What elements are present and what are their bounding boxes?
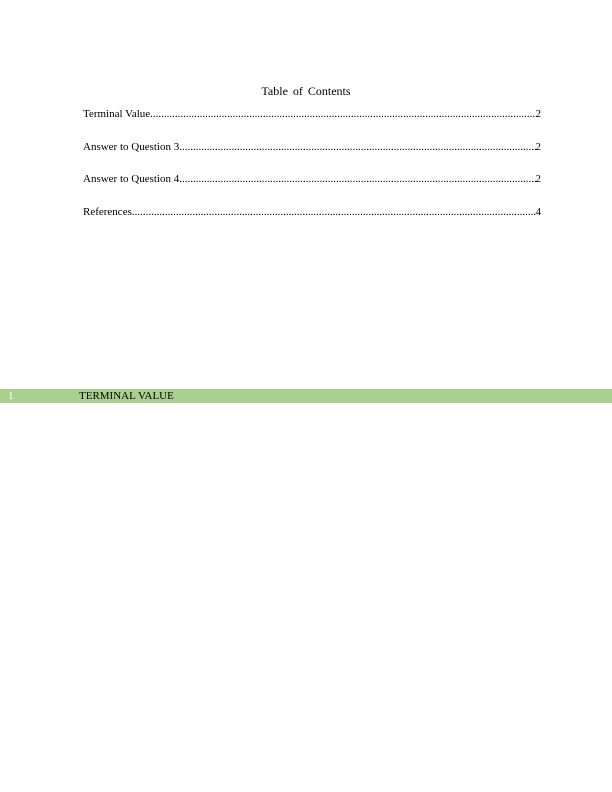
toc-title: Table of Contents: [261, 84, 351, 98]
toc-entry-page: 2: [535, 108, 541, 120]
toc-dot-leader: [132, 204, 536, 220]
toc-dot-leader: [179, 171, 535, 187]
toc-entry-label: Terminal Value: [83, 108, 151, 120]
toc-entry-answer-question-4[interactable]: [83, 171, 541, 187]
section-heading-number: 1: [8, 390, 14, 402]
toc-entry-label: References: [83, 205, 132, 218]
toc-dot-leader: [150, 106, 535, 122]
toc-entry-page: 4: [535, 205, 541, 218]
toc-entry-page: 2: [535, 173, 541, 185]
toc-entry-label: Answer to Question 4: [83, 173, 180, 185]
toc-entry-terminal-value[interactable]: [83, 106, 541, 122]
toc-entry-page: 2: [535, 140, 541, 153]
toc-list: [83, 106, 541, 236]
toc-dot-leader: [179, 139, 535, 155]
toc-entry-references[interactable]: [83, 204, 541, 220]
section-heading-band: [0, 389, 612, 403]
toc-entry-label: Answer to Question 3: [83, 140, 180, 153]
section-heading-text: TERMINAL VALUE: [79, 390, 174, 402]
toc-entry-answer-question-3[interactable]: [83, 139, 541, 155]
